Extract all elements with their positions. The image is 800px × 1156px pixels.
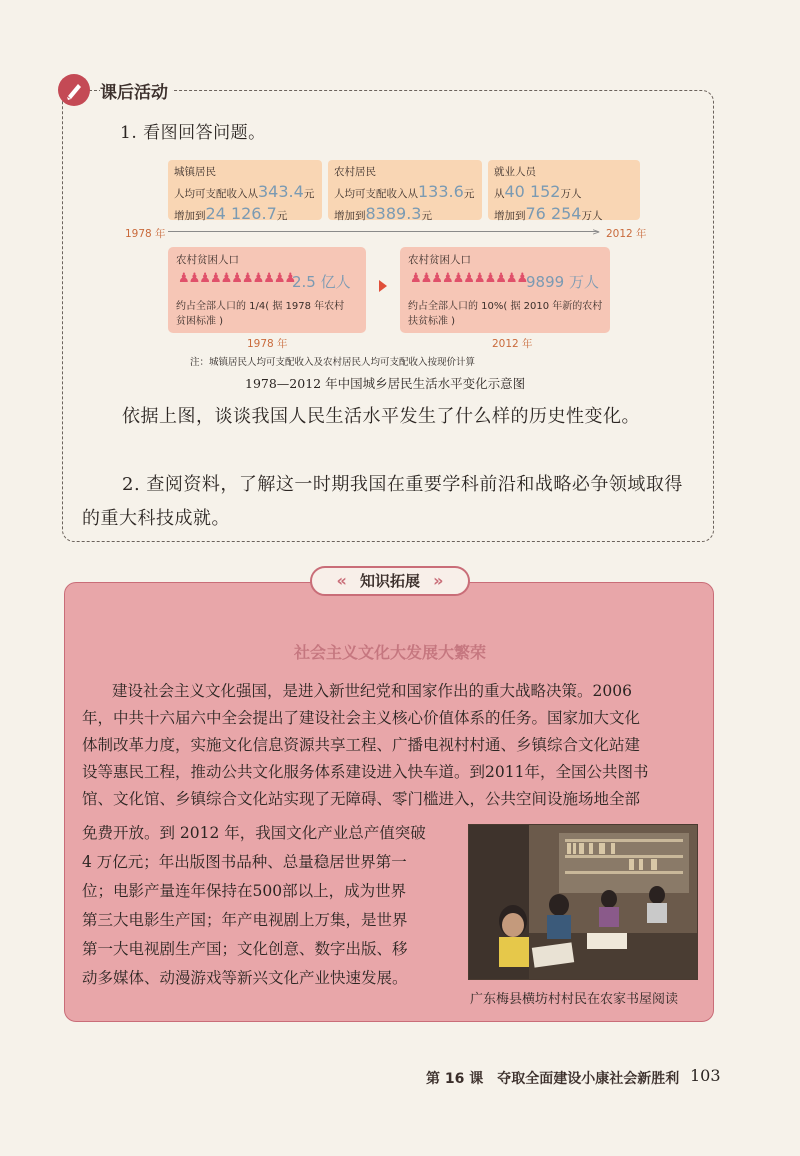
footer-lesson-title: 第 16 课 夺取全面建设小康社会新胜利: [426, 1071, 680, 1087]
body-line: 建设社会主义文化强国，是进入新世纪党和国家作出的重大战略决策。2006: [112, 682, 632, 700]
library-reading-photo: [468, 824, 698, 980]
description: 约占全部人口的 1/4( 据 1978 年农村 贫困标准 ): [176, 301, 345, 327]
poverty-1978-card: [168, 247, 366, 333]
timeline-line: [168, 231, 598, 232]
body-line: 体制改革力度，实施文化信息资源共享工程、广播电视村村通、乡镇综合文化站建: [82, 736, 641, 754]
value: 343.4: [258, 182, 304, 201]
timeline-end-year: 2012 年: [606, 228, 647, 240]
card-label: 农村贫困人口: [408, 254, 471, 266]
pencil-icon: [58, 74, 90, 106]
page-number: 103: [690, 1066, 721, 1085]
card-label: 城镇居民: [174, 166, 216, 178]
body-line: 免费开放。到 2012 年，我国文化产业总产值突破: [82, 824, 426, 842]
question-1-prompt: 依据上图，谈谈我国人民生活水平发生了什么样的历史性变化。: [122, 406, 640, 427]
year-label-2012: 2012 年: [492, 338, 533, 350]
section-heading: 社会主义文化大发展大繁荣: [293, 643, 486, 662]
people-icons: ♟♟♟♟♟♟♟♟♟♟♟: [178, 271, 296, 286]
photo-caption: 广东梅县横坊村村民在农家书屋阅读: [470, 992, 679, 1007]
timeline-arrow-icon: >: [592, 227, 601, 238]
body-line: 第一大电视剧生产国；文化创意、数字出版、移: [82, 940, 408, 958]
body-line: 年，中共十六届六中全会提出了建设社会主义核心价值体系的任务。国家加大文化: [82, 709, 641, 727]
year-label-1978: 1978 年: [247, 338, 288, 350]
value: 76 254: [525, 204, 582, 223]
chevron-right-icon: »: [433, 571, 444, 590]
body-line: 位；电影产量连年保持在500部以上，成为世界: [82, 882, 407, 900]
value: 133.6: [418, 182, 464, 201]
value: 40 152: [504, 182, 561, 201]
knowledge-tab: [310, 566, 470, 596]
value: 8389.3: [365, 204, 422, 223]
body-line: 第三大电影生产国；年产电视剧上万集，是世界: [82, 911, 408, 929]
description: 约占全部人口的 10%( 据 2010 年新的农村 扶贫标准 ): [408, 301, 603, 327]
knowledge-title: 知识拓展: [359, 572, 420, 590]
activity-title: 课后活动: [100, 78, 172, 103]
body-line: 馆、文化馆、乡镇综合文化站实现了无障碍、零门槛进入，公共空间设施场地全部: [82, 790, 641, 808]
timeline-start-year: 1978 年: [125, 228, 166, 240]
body-line: 动多媒体、动漫游戏等新兴文化产业快速发展。: [82, 969, 408, 987]
rural-residents-card: 农村居民 人均可支配收入从133.6元 增加到8389.3元: [328, 160, 482, 220]
chart-caption: 1978—2012 年中国城乡居民生活水平变化示意图: [245, 376, 526, 391]
card-label: 就业人员: [494, 166, 536, 178]
question-2-line-1: 2. 查阅资料，了解这一时期我国在重要学科前沿和战略必争领域取得: [122, 474, 683, 495]
employed-persons-card: 就业人员 从40 152万人 增加到76 254万人: [488, 160, 640, 220]
body-line: 4 万亿元；年出版图书品种、总量稳居世界第一: [82, 853, 407, 871]
poverty-2012-card: [400, 247, 610, 333]
people-icons: ♟♟♟♟♟♟♟♟♟♟♟: [410, 271, 528, 286]
value: 9899 万人: [526, 273, 599, 291]
arrow-right-icon: [379, 280, 387, 292]
card-label: 农村居民: [334, 166, 376, 178]
chart-note: 注：城镇居民人均可支配收入及农村居民人均可支配收入按现价计算: [190, 357, 476, 368]
value: 2.5 亿人: [292, 273, 351, 291]
chevron-left-icon: «: [336, 571, 347, 590]
question-2-line-2: 的重大科技成就。: [82, 508, 230, 529]
value: 24 126.7: [205, 204, 277, 223]
body-line: 设等惠民工程，推动公共文化服务体系建设进入快车道。到2011年，全国公共图书: [82, 763, 649, 781]
card-label: 农村贫困人口: [176, 254, 239, 266]
question-1: 1. 看图回答问题。: [120, 123, 266, 143]
urban-residents-card: 城镇居民 人均可支配收入从343.4元 增加到24 126.7元: [168, 160, 322, 220]
